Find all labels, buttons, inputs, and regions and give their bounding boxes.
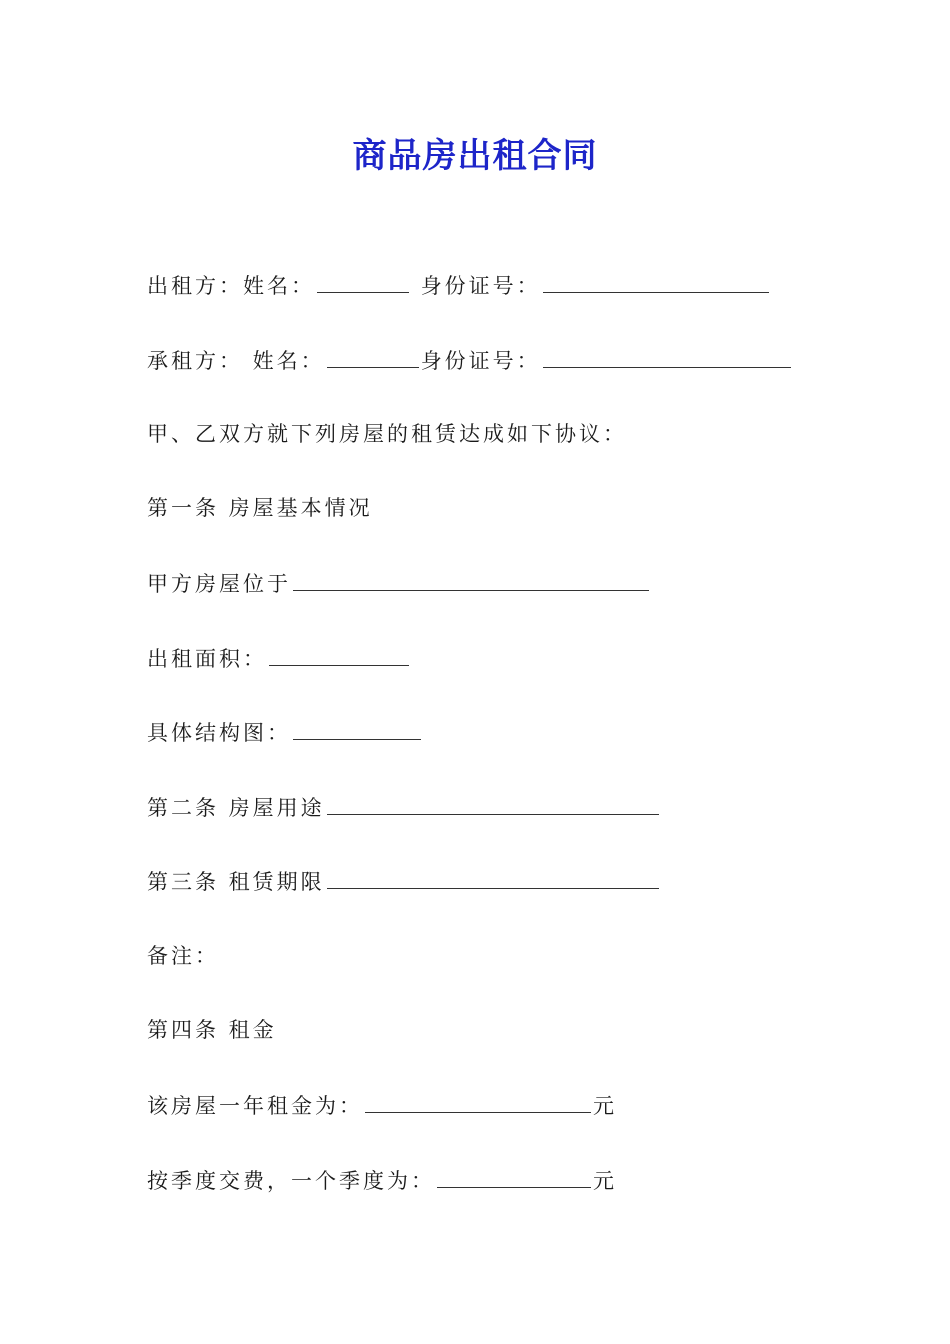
article3-line: [147, 866, 661, 897]
structure-label: 具体结构图：: [147, 721, 291, 745]
remark-line: 备注：: [147, 944, 219, 968]
article2-heading: 第二条 房屋用途: [147, 796, 325, 820]
usage-blank[interactable]: [327, 792, 659, 815]
document-title: 商品房出租合同: [352, 137, 598, 175]
article1-heading: 第一条 房屋基本情况: [147, 496, 373, 520]
article4-heading: 第四条 租金: [147, 1018, 277, 1042]
quarterly-rent-label: 按季度交费，一个季度为：: [147, 1169, 435, 1193]
area-line: [147, 643, 411, 674]
annual-rent-blank[interactable]: [365, 1090, 591, 1113]
area-label: 出租面积：: [147, 647, 267, 671]
lessor-line: [147, 270, 771, 301]
lessee-name-blank[interactable]: [327, 345, 419, 368]
location-blank[interactable]: [293, 568, 649, 591]
annual-rent-label: 该房屋一年租金为：: [147, 1094, 363, 1118]
term-blank[interactable]: [327, 866, 659, 889]
lessee-id-blank[interactable]: [543, 345, 791, 368]
quarterly-rent-blank[interactable]: [437, 1165, 591, 1188]
annual-rent-unit: 元: [593, 1094, 617, 1118]
article2-line: [147, 792, 661, 823]
quarterly-rent-unit: 元: [593, 1169, 617, 1193]
lessor-id-blank[interactable]: [543, 270, 769, 293]
article3-heading: 第三条 租赁期限: [147, 870, 325, 894]
lessee-line: [147, 345, 793, 376]
lessor-name-label: 出租方：姓名：: [147, 274, 315, 298]
structure-line: [147, 717, 423, 748]
lessor-name-blank[interactable]: [317, 270, 409, 293]
lessee-id-label: 身份证号：: [420, 349, 541, 373]
annual-rent-line: [147, 1090, 617, 1121]
intro-line: 甲、乙双方就下列房屋的租赁达成如下协议：: [147, 422, 627, 446]
structure-blank[interactable]: [293, 717, 421, 740]
lessee-name-label: 承租方： 姓名：: [147, 349, 325, 373]
lessor-id-label: 身份证号：: [420, 274, 541, 298]
area-blank[interactable]: [269, 643, 409, 666]
location-label: 甲方房屋位于: [147, 572, 291, 596]
quarterly-rent-line: [147, 1165, 617, 1196]
location-line: [147, 568, 651, 599]
